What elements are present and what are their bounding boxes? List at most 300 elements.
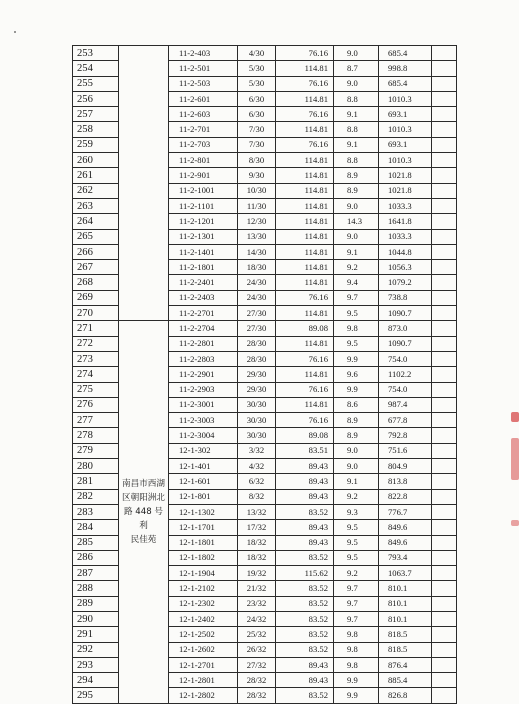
area-cell: 114.81 xyxy=(276,367,334,382)
row-number-cell: 254 xyxy=(73,61,119,76)
empty-cell xyxy=(432,596,457,611)
area-cell: 89.43 xyxy=(276,459,334,474)
amount-cell: 826.8 xyxy=(379,688,432,703)
amount-cell: 693.1 xyxy=(379,107,432,122)
unit-price-cell: 9.0 xyxy=(334,229,379,244)
row-number-cell: 268 xyxy=(73,275,119,290)
room-number-cell: 12-1-1701 xyxy=(169,520,238,535)
empty-cell xyxy=(432,443,457,458)
amount-cell: 1033.3 xyxy=(379,229,432,244)
unit-price-cell: 9.2 xyxy=(334,260,379,275)
empty-cell xyxy=(432,566,457,581)
unit-price-cell: 9.2 xyxy=(334,566,379,581)
area-cell: 114.81 xyxy=(276,336,334,351)
amount-cell: 751.6 xyxy=(379,443,432,458)
empty-cell xyxy=(432,107,457,122)
room-number-cell: 12-1-401 xyxy=(169,459,238,474)
empty-cell xyxy=(432,673,457,688)
floor-cell: 24/32 xyxy=(238,611,276,626)
amount-cell: 793.4 xyxy=(379,550,432,565)
unit-price-cell: 9.7 xyxy=(334,290,379,305)
room-number-cell: 11-2-3001 xyxy=(169,397,238,412)
amount-cell: 1010.3 xyxy=(379,153,432,168)
floor-cell: 7/30 xyxy=(238,122,276,137)
floor-cell: 27/32 xyxy=(238,657,276,672)
amount-cell: 822.8 xyxy=(379,489,432,504)
row-number-cell: 262 xyxy=(73,183,119,198)
row-number-cell: 266 xyxy=(73,244,119,259)
unit-price-cell: 9.1 xyxy=(334,137,379,152)
unit-price-cell: 9.7 xyxy=(334,581,379,596)
unit-price-cell: 9.5 xyxy=(334,336,379,351)
row-number-cell: 257 xyxy=(73,107,119,122)
room-number-cell: 11-2-3003 xyxy=(169,413,238,428)
floor-cell: 18/32 xyxy=(238,535,276,550)
amount-cell: 1010.3 xyxy=(379,122,432,137)
amount-cell: 1063.7 xyxy=(379,566,432,581)
unit-price-cell: 9.9 xyxy=(334,688,379,703)
room-number-cell: 11-2-2903 xyxy=(169,382,238,397)
empty-cell xyxy=(432,535,457,550)
area-cell: 83.52 xyxy=(276,581,334,596)
room-number-cell: 11-2-801 xyxy=(169,153,238,168)
unit-price-cell: 8.6 xyxy=(334,397,379,412)
room-number-cell: 11-2-2401 xyxy=(169,275,238,290)
floor-cell: 6/30 xyxy=(238,107,276,122)
floor-cell: 4/32 xyxy=(238,459,276,474)
area-cell: 89.43 xyxy=(276,474,334,489)
room-number-cell: 11-2-901 xyxy=(169,168,238,183)
empty-cell xyxy=(432,336,457,351)
row-number-cell: 267 xyxy=(73,260,119,275)
unit-price-cell: 9.8 xyxy=(334,642,379,657)
floor-cell: 28/30 xyxy=(238,336,276,351)
room-number-cell: 12-1-1302 xyxy=(169,504,238,519)
empty-cell xyxy=(432,550,457,565)
floor-cell: 18/30 xyxy=(238,260,276,275)
community-name-line: 路 448 号利 xyxy=(123,507,164,532)
room-number-cell: 12-1-2502 xyxy=(169,627,238,642)
row-number-cell: 286 xyxy=(73,550,119,565)
room-number-cell: 11-2-503 xyxy=(169,76,238,91)
room-number-cell: 11-2-2701 xyxy=(169,306,238,321)
amount-cell: 810.1 xyxy=(379,596,432,611)
area-cell: 89.43 xyxy=(276,673,334,688)
unit-price-cell: 9.9 xyxy=(334,673,379,688)
area-cell: 89.08 xyxy=(276,321,334,336)
floor-cell: 8/30 xyxy=(238,153,276,168)
unit-price-cell: 9.2 xyxy=(334,489,379,504)
area-cell: 114.81 xyxy=(276,275,334,290)
community-name-cell xyxy=(119,321,169,703)
area-cell: 83.52 xyxy=(276,688,334,703)
amount-cell: 1044.8 xyxy=(379,244,432,259)
row-number-cell: 270 xyxy=(73,306,119,321)
row-number-cell: 276 xyxy=(73,397,119,412)
amount-cell: 754.0 xyxy=(379,382,432,397)
floor-cell: 18/32 xyxy=(238,550,276,565)
empty-cell xyxy=(432,229,457,244)
unit-price-cell: 8.9 xyxy=(334,168,379,183)
empty-cell xyxy=(432,260,457,275)
amount-cell: 1033.3 xyxy=(379,198,432,213)
unit-price-cell: 8.9 xyxy=(334,428,379,443)
amount-cell: 754.0 xyxy=(379,351,432,366)
room-number-cell: 11-2-501 xyxy=(169,61,238,76)
empty-cell xyxy=(432,351,457,366)
row-number-cell: 287 xyxy=(73,566,119,581)
room-number-cell: 12-1-2602 xyxy=(169,642,238,657)
empty-cell xyxy=(432,474,457,489)
empty-cell xyxy=(432,657,457,672)
unit-price-cell: 9.0 xyxy=(334,443,379,458)
amount-cell: 998.8 xyxy=(379,61,432,76)
room-number-cell: 12-1-801 xyxy=(169,489,238,504)
floor-cell: 24/30 xyxy=(238,275,276,290)
room-number-cell: 12-1-2102 xyxy=(169,581,238,596)
floor-cell: 26/32 xyxy=(238,642,276,657)
empty-cell xyxy=(432,91,457,106)
area-cell: 76.16 xyxy=(276,413,334,428)
empty-cell xyxy=(432,168,457,183)
table-row xyxy=(73,321,457,336)
floor-cell: 10/30 xyxy=(238,183,276,198)
unit-price-cell: 9.5 xyxy=(334,535,379,550)
row-number-cell: 264 xyxy=(73,214,119,229)
row-number-cell: 274 xyxy=(73,367,119,382)
empty-cell xyxy=(432,428,457,443)
room-number-cell: 11-2-703 xyxy=(169,137,238,152)
amount-cell: 1102.2 xyxy=(379,367,432,382)
unit-price-cell: 9.5 xyxy=(334,550,379,565)
area-cell: 76.16 xyxy=(276,382,334,397)
area-cell: 114.81 xyxy=(276,168,334,183)
area-cell: 89.43 xyxy=(276,535,334,550)
row-number-cell: 280 xyxy=(73,459,119,474)
row-number-cell: 288 xyxy=(73,581,119,596)
amount-cell: 685.4 xyxy=(379,76,432,91)
area-cell: 76.16 xyxy=(276,76,334,91)
area-cell: 114.81 xyxy=(276,153,334,168)
row-number-cell: 281 xyxy=(73,474,119,489)
fee-table-body xyxy=(73,46,457,704)
unit-price-cell: 9.6 xyxy=(334,367,379,382)
area-cell: 89.43 xyxy=(276,489,334,504)
unit-price-cell: 9.0 xyxy=(334,459,379,474)
row-number-cell: 253 xyxy=(73,46,119,61)
fee-table xyxy=(72,45,457,704)
empty-cell xyxy=(432,489,457,504)
community-name-cell xyxy=(119,46,169,321)
amount-cell: 810.1 xyxy=(379,581,432,596)
row-number-cell: 256 xyxy=(73,91,119,106)
amount-cell: 1021.8 xyxy=(379,183,432,198)
row-number-cell: 271 xyxy=(73,321,119,336)
area-cell: 114.81 xyxy=(276,198,334,213)
empty-cell xyxy=(432,581,457,596)
row-number-cell: 284 xyxy=(73,520,119,535)
empty-cell xyxy=(432,627,457,642)
area-cell: 114.81 xyxy=(276,260,334,275)
room-number-cell: 12-1-2802 xyxy=(169,688,238,703)
unit-price-cell: 8.8 xyxy=(334,122,379,137)
room-number-cell: 11-2-601 xyxy=(169,91,238,106)
amount-cell: 987.4 xyxy=(379,397,432,412)
area-cell: 89.43 xyxy=(276,657,334,672)
row-number-cell: 277 xyxy=(73,413,119,428)
amount-cell: 1021.8 xyxy=(379,168,432,183)
amount-cell: 792.8 xyxy=(379,428,432,443)
unit-price-cell: 9.1 xyxy=(334,474,379,489)
floor-cell: 17/32 xyxy=(238,520,276,535)
amount-cell: 1641.8 xyxy=(379,214,432,229)
floor-cell: 14/30 xyxy=(238,244,276,259)
room-number-cell: 11-2-2801 xyxy=(169,336,238,351)
unit-price-cell: 14.3 xyxy=(334,214,379,229)
area-cell: 114.81 xyxy=(276,122,334,137)
unit-price-cell: 9.0 xyxy=(334,198,379,213)
empty-cell xyxy=(432,153,457,168)
floor-cell: 11/30 xyxy=(238,198,276,213)
area-cell: 114.81 xyxy=(276,229,334,244)
room-number-cell: 11-2-1101 xyxy=(169,198,238,213)
table-row xyxy=(73,46,457,61)
floor-cell: 7/30 xyxy=(238,137,276,152)
floor-cell: 29/30 xyxy=(238,367,276,382)
unit-price-cell: 8.9 xyxy=(334,413,379,428)
red-seal-edge-mark xyxy=(511,412,519,422)
area-cell: 83.52 xyxy=(276,611,334,626)
area-cell: 83.51 xyxy=(276,443,334,458)
floor-cell: 19/32 xyxy=(238,566,276,581)
empty-cell xyxy=(432,122,457,137)
floor-cell: 5/30 xyxy=(238,76,276,91)
row-number-cell: 258 xyxy=(73,122,119,137)
amount-cell: 876.4 xyxy=(379,657,432,672)
floor-cell: 21/32 xyxy=(238,581,276,596)
row-number-cell: 275 xyxy=(73,382,119,397)
room-number-cell: 12-1-2402 xyxy=(169,611,238,626)
amount-cell: 885.4 xyxy=(379,673,432,688)
empty-cell xyxy=(432,137,457,152)
floor-cell: 25/32 xyxy=(238,627,276,642)
floor-cell: 13/32 xyxy=(238,504,276,519)
empty-cell xyxy=(432,382,457,397)
amount-cell: 818.5 xyxy=(379,642,432,657)
empty-cell xyxy=(432,76,457,91)
amount-cell: 849.6 xyxy=(379,520,432,535)
unit-price-cell: 9.9 xyxy=(334,382,379,397)
row-number-cell: 291 xyxy=(73,627,119,642)
room-number-cell: 11-2-403 xyxy=(169,46,238,61)
row-number-cell: 259 xyxy=(73,137,119,152)
unit-price-cell: 9.7 xyxy=(334,611,379,626)
floor-cell: 23/32 xyxy=(238,596,276,611)
area-cell: 114.81 xyxy=(276,306,334,321)
floor-cell: 12/30 xyxy=(238,214,276,229)
amount-cell: 776.7 xyxy=(379,504,432,519)
row-number-cell: 263 xyxy=(73,198,119,213)
community-name-line: 民佳苑 xyxy=(130,535,157,546)
empty-cell xyxy=(432,520,457,535)
row-number-cell: 255 xyxy=(73,76,119,91)
community-name-line: 区朝阳洲北 xyxy=(122,493,165,504)
area-cell: 83.52 xyxy=(276,550,334,565)
floor-cell: 3/32 xyxy=(238,443,276,458)
area-cell: 114.81 xyxy=(276,244,334,259)
room-number-cell: 11-2-2704 xyxy=(169,321,238,336)
amount-cell: 1079.2 xyxy=(379,275,432,290)
area-cell: 76.16 xyxy=(276,46,334,61)
unit-price-cell: 9.9 xyxy=(334,351,379,366)
row-number-cell: 260 xyxy=(73,153,119,168)
room-number-cell: 12-1-1801 xyxy=(169,535,238,550)
empty-cell xyxy=(432,61,457,76)
row-number-cell: 279 xyxy=(73,443,119,458)
room-number-cell: 11-2-1401 xyxy=(169,244,238,259)
unit-price-cell: 9.1 xyxy=(334,107,379,122)
floor-cell: 24/30 xyxy=(238,290,276,305)
amount-cell: 693.1 xyxy=(379,137,432,152)
empty-cell xyxy=(432,306,457,321)
row-number-cell: 261 xyxy=(73,168,119,183)
room-number-cell: 12-1-1802 xyxy=(169,550,238,565)
amount-cell: 738.8 xyxy=(379,290,432,305)
area-cell: 76.16 xyxy=(276,290,334,305)
empty-cell xyxy=(432,183,457,198)
area-cell: 114.81 xyxy=(276,183,334,198)
row-number-cell: 278 xyxy=(73,428,119,443)
floor-cell: 6/32 xyxy=(238,474,276,489)
amount-cell: 849.6 xyxy=(379,535,432,550)
floor-cell: 13/30 xyxy=(238,229,276,244)
room-number-cell: 11-2-1301 xyxy=(169,229,238,244)
amount-cell: 810.1 xyxy=(379,611,432,626)
floor-cell: 29/30 xyxy=(238,382,276,397)
amount-cell: 1010.3 xyxy=(379,91,432,106)
area-cell: 83.52 xyxy=(276,642,334,657)
room-number-cell: 11-2-2803 xyxy=(169,351,238,366)
area-cell: 114.81 xyxy=(276,397,334,412)
empty-cell xyxy=(432,290,457,305)
unit-price-cell: 9.3 xyxy=(334,504,379,519)
floor-cell: 27/30 xyxy=(238,306,276,321)
floor-cell: 28/30 xyxy=(238,351,276,366)
unit-price-cell: 8.9 xyxy=(334,183,379,198)
amount-cell: 818.5 xyxy=(379,627,432,642)
floor-cell: 6/30 xyxy=(238,91,276,106)
row-number-cell: 265 xyxy=(73,229,119,244)
room-number-cell: 11-2-1201 xyxy=(169,214,238,229)
empty-cell xyxy=(432,459,457,474)
unit-price-cell: 8.8 xyxy=(334,91,379,106)
empty-cell xyxy=(432,397,457,412)
area-cell: 83.52 xyxy=(276,596,334,611)
community-name-line: 南昌市西湖 xyxy=(122,479,165,490)
area-cell: 115.62 xyxy=(276,566,334,581)
floor-cell: 28/32 xyxy=(238,688,276,703)
row-number-cell: 292 xyxy=(73,642,119,657)
empty-cell xyxy=(432,275,457,290)
empty-cell xyxy=(432,244,457,259)
unit-price-cell: 9.1 xyxy=(334,244,379,259)
room-number-cell: 11-2-1001 xyxy=(169,183,238,198)
row-number-cell: 294 xyxy=(73,673,119,688)
room-number-cell: 12-1-2302 xyxy=(169,596,238,611)
room-number-cell: 11-2-603 xyxy=(169,107,238,122)
unit-price-cell: 9.0 xyxy=(334,46,379,61)
empty-cell xyxy=(432,688,457,703)
floor-cell: 30/30 xyxy=(238,413,276,428)
floor-cell: 8/32 xyxy=(238,489,276,504)
amount-cell: 685.4 xyxy=(379,46,432,61)
room-number-cell: 12-1-302 xyxy=(169,443,238,458)
empty-cell xyxy=(432,642,457,657)
area-cell: 114.81 xyxy=(276,214,334,229)
area-cell: 76.16 xyxy=(276,137,334,152)
room-number-cell: 11-2-3004 xyxy=(169,428,238,443)
room-number-cell: 11-2-2403 xyxy=(169,290,238,305)
row-number-cell: 273 xyxy=(73,351,119,366)
empty-cell xyxy=(432,504,457,519)
room-number-cell: 12-1-2801 xyxy=(169,673,238,688)
empty-cell xyxy=(432,321,457,336)
area-cell: 89.43 xyxy=(276,520,334,535)
empty-cell xyxy=(432,413,457,428)
floor-cell: 4/30 xyxy=(238,46,276,61)
room-number-cell: 12-1-601 xyxy=(169,474,238,489)
amount-cell: 873.0 xyxy=(379,321,432,336)
floor-cell: 28/32 xyxy=(238,673,276,688)
area-cell: 76.16 xyxy=(276,107,334,122)
amount-cell: 677.8 xyxy=(379,413,432,428)
area-cell: 76.16 xyxy=(276,351,334,366)
amount-cell: 1090.7 xyxy=(379,336,432,351)
empty-cell xyxy=(432,214,457,229)
unit-price-cell: 9.0 xyxy=(334,76,379,91)
row-number-cell: 283 xyxy=(73,504,119,519)
unit-price-cell: 9.8 xyxy=(334,627,379,642)
floor-cell: 30/30 xyxy=(238,397,276,412)
area-cell: 114.81 xyxy=(276,91,334,106)
amount-cell: 1090.7 xyxy=(379,306,432,321)
empty-cell xyxy=(432,367,457,382)
row-number-cell: 285 xyxy=(73,535,119,550)
unit-price-cell: 9.7 xyxy=(334,596,379,611)
unit-price-cell: 8.8 xyxy=(334,153,379,168)
area-cell: 89.08 xyxy=(276,428,334,443)
unit-price-cell: 9.4 xyxy=(334,275,379,290)
unit-price-cell: 9.8 xyxy=(334,657,379,672)
room-number-cell: 11-2-1801 xyxy=(169,260,238,275)
amount-cell: 1056.3 xyxy=(379,260,432,275)
floor-cell: 30/30 xyxy=(238,428,276,443)
area-cell: 114.81 xyxy=(276,61,334,76)
area-cell: 83.52 xyxy=(276,627,334,642)
scan-speck xyxy=(14,31,16,33)
row-number-cell: 293 xyxy=(73,657,119,672)
row-number-cell: 272 xyxy=(73,336,119,351)
unit-price-cell: 9.5 xyxy=(334,306,379,321)
row-number-cell: 295 xyxy=(73,688,119,703)
unit-price-cell: 8.7 xyxy=(334,61,379,76)
row-number-cell: 269 xyxy=(73,290,119,305)
row-number-cell: 282 xyxy=(73,489,119,504)
floor-cell: 27/30 xyxy=(238,321,276,336)
room-number-cell: 12-1-1904 xyxy=(169,566,238,581)
amount-cell: 804.9 xyxy=(379,459,432,474)
unit-price-cell: 9.5 xyxy=(334,520,379,535)
